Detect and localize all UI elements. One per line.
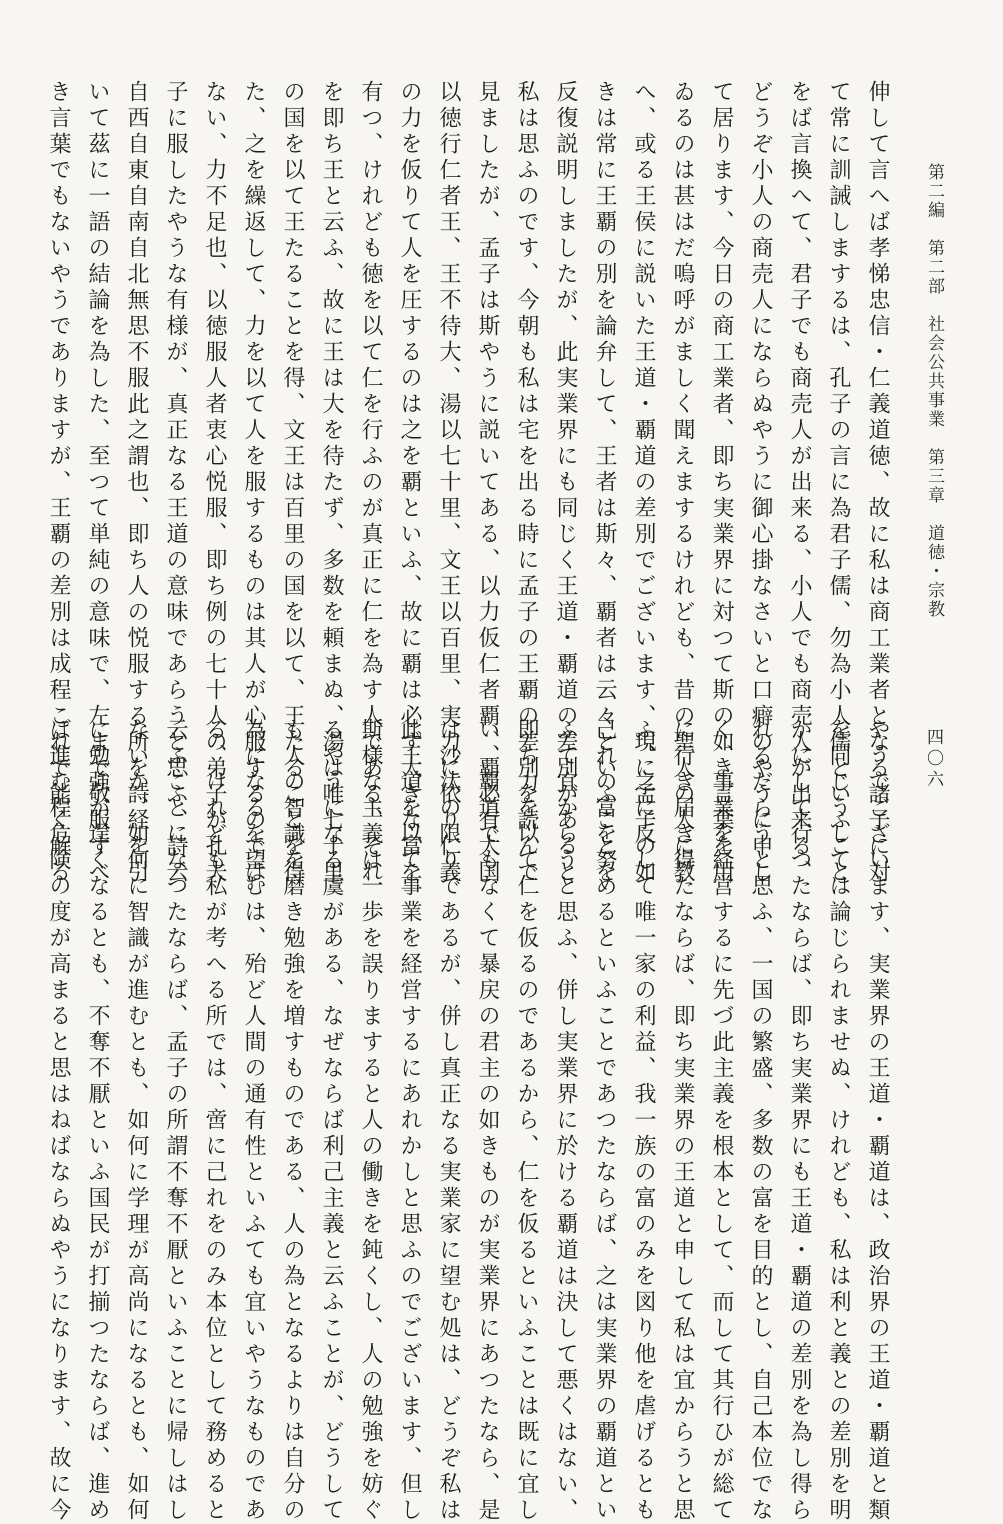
text-column: の国を以て王たることを得、文王は百里の国を以て、王たることを得 (280, 80, 305, 886)
text-column: 伸して言へば孝悌忠信・仁義道徳、故に私は商工業者となる諸子に対 (865, 80, 890, 886)
text-column: かにして行つたならば、即ち実業界にも王道・覇道の差別を為し得ら (787, 718, 812, 1524)
page-number: 四〇六 (923, 728, 943, 791)
text-column: 己れの富を努めるといふことであつたならば、之は実業界の覇道とい (592, 718, 617, 1524)
text-column: 有つ、けれども徳を以て仁を行ふのが真正に仁を為す人である、それ (358, 80, 383, 886)
text-column: ふて宜からうと思ふ、併し実業界に於ける覇道は決して悪くはない、 (553, 718, 578, 1524)
text-column: て居ります、今日の商工業者、即ち実業界に対つて斯の如き言葉を用 (709, 80, 734, 886)
text-column: 以徳行仁者王、王不待大、湯以七十里、文王以百里、実力に依り仁義 (436, 80, 461, 886)
text-column: は沙汰の限りであるが、併し真正なる実業家に望む処は、どうぞ私は (436, 718, 461, 1524)
text-column: き言葉でもないやうでありますが、王覇の差別は成程これで能く解る (46, 80, 71, 886)
running-header: 第二編 第二部 社会公共事業 第三章 道徳・宗教 (924, 163, 944, 619)
text-column: を同じうしては論じられませぬ、けれども、私は利と義との差別を明 (826, 718, 851, 1524)
text-column: を即ち王と云ふ、故に王は大を待たず、多数を頼まぬ、湯は唯七十里 (319, 80, 344, 886)
text-column: どうぞ小人の商売人にならぬやうに御心掛なさいと口癖のやうに申し (748, 80, 773, 886)
text-column: いて茲に一語の結論を為した、至つて単純の意味で、左まで敬服すべ (85, 80, 110, 886)
text-column: 為になるを望むは、殆ど人間の通有性といふても宜いやうなものであ (241, 718, 266, 1524)
text-column: ゐるのは甚はだ嗚呼がましく聞えまするけれども、昔の聖人の人に教 (670, 80, 695, 886)
text-column: ないか、如何に智識が進むとも、如何に学理が高尚になるとも、如何 (124, 718, 149, 1524)
text-column: 即ち力を以て仁を仮るのであるから、仁を仮るといふことは既に宜し (514, 718, 539, 1524)
text-column: へ、或る王侯に説いた王道・覇道の差別でございます、現に孟子の如 (631, 80, 656, 886)
text-column: ふ、之に反して唯一家の利益、我一族の富のみを図り他を虐げるとも (631, 718, 656, 1524)
text-column: 斯様な主義は一歩を誤りますると人の働きを鈍くし、人の勉強を妨ぐ (358, 718, 383, 1524)
text-column: い、覇道でもなくて暴戻の君主の如きものが実業界にあつたなら、是 (475, 718, 500, 1524)
text-column: く、事業を経営するに先づ此主義を根本として、而して其行ひが総て (709, 718, 734, 1524)
text-column: 私は思ふのです、今朝も私は宅を出る時に孟子の王覇の差別を読んで (514, 80, 539, 886)
text-column: 此王道を以て事業を経営するにあれかしと思ふのでございます、但し (397, 718, 422, 1524)
text-column: 反復説明しましたが、此実業界にも同じく王道・覇道の差別があると (553, 80, 578, 886)
text-column: きは常に王覇の別を論弁して、王者は斯々、覇者は云々といふことを (592, 80, 617, 886)
text-column: 見ましたが、孟子は斯やうに説いてある、以力仮仁者覇、覇必有大国 (475, 80, 500, 886)
text-column: るやうになる虞がある、なぜならば利己主義と云ふことが、どうして (319, 718, 344, 1524)
text-column: 自西自東自南自北無思不服此之謂也、即ち人の悦服する所を詩経を引 (124, 80, 149, 886)
text-column: やうでございます、実業界の王道・覇道は、政治界の王道・覇道と類 (865, 718, 890, 1524)
text-column: る、けれども私が考へる所では、啻に己れをのみ本位として務めると (202, 718, 227, 1524)
text-column: れるだらうと思ふ、一国の繁盛、多数の富を目的とし、自己本位でな (748, 718, 773, 1524)
text-column: ば進む程危険の度が高まると思はねばならぬやうになります、故に今 (46, 718, 71, 1524)
text-column: 子に服したやうな有様が、真正なる王道の意味であらうと思ふ、詩云 (163, 80, 188, 886)
text-column: て常に訓誡しまするは、孔子の言に為君子儒、勿為小人儒といふこと (826, 80, 851, 886)
text-column: に行き届き得たならば、即ち実業界の王道と申して私は宜からうと思 (670, 718, 695, 1524)
text-column: 云ふことになつたならば、孟子の所謂不奪不厭といふことに帰しはし (163, 718, 188, 1524)
text-column: をば言換へて、君子でも商売人が出来る、小人でも商売人が出来る、 (787, 80, 812, 886)
text-column: の力を仮りて人を圧するのは之を覇といふ、故に覇は必ず大きな富を (397, 80, 422, 886)
text-column: た、之を繰返して、力を以て人を服するものは其人が心服するのでは (241, 80, 266, 886)
text-column: ない、力不足也、以徳服人者衷心悦服、即ち例の七十人の弟子が孔夫 (202, 80, 227, 886)
text-column: も人の智識を磨き勉強を増すものである、人の為となるよりは自分の (280, 718, 305, 1524)
text-column: に勉強が逞くなるとも、不奪不厭といふ国民が打揃つたならば、進め (85, 718, 110, 1524)
